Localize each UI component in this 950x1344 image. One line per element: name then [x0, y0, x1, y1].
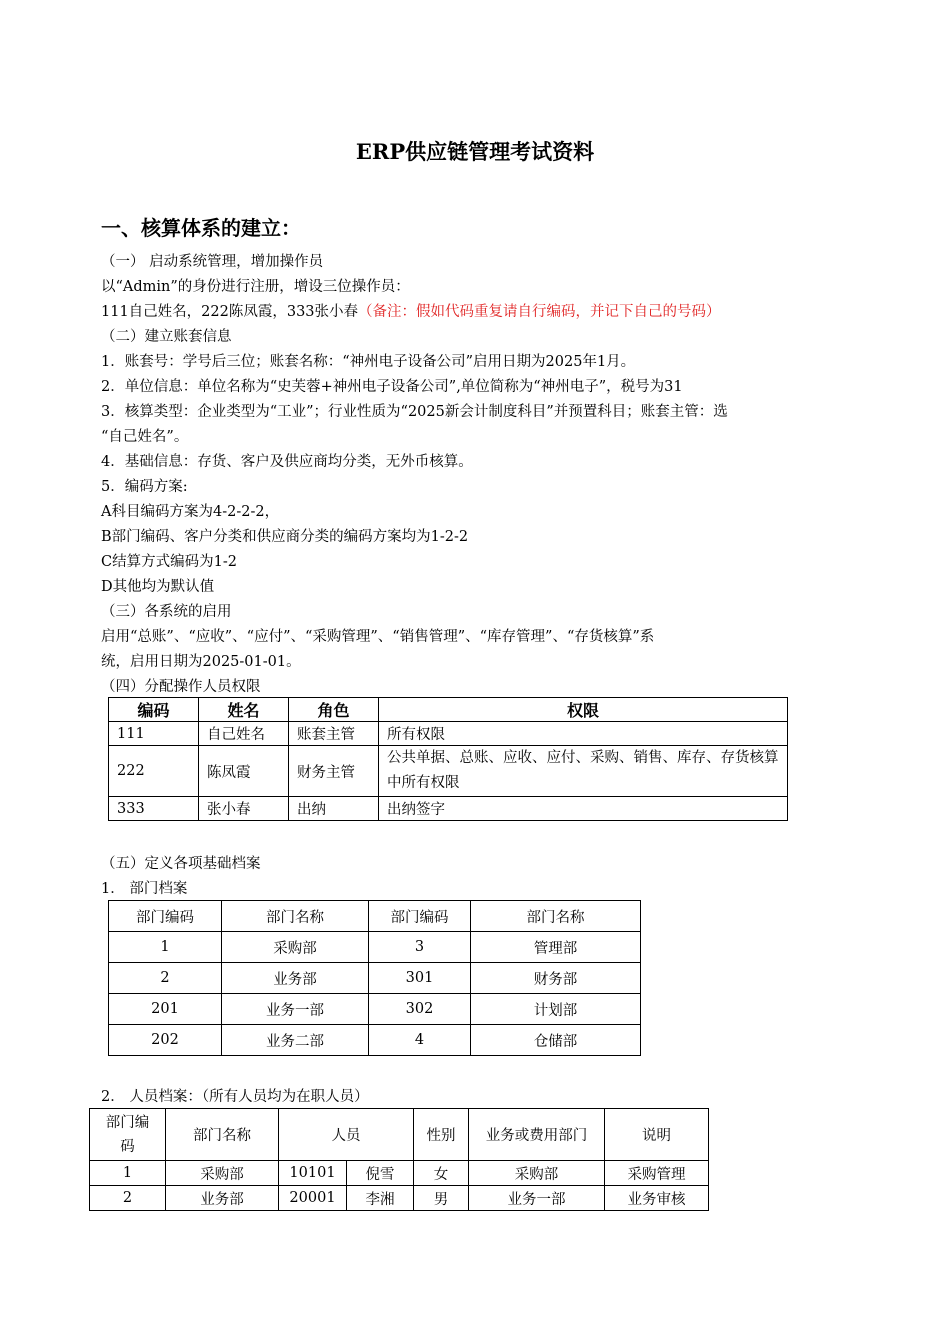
table-row: [109, 932, 641, 963]
header-dept-name: 部门名称: [471, 901, 641, 932]
header-business-dept: 业务或费用部门: [469, 1109, 605, 1161]
cell: 222: [109, 746, 199, 797]
cell: 2: [109, 963, 222, 994]
header-permission: 权限: [379, 698, 788, 722]
table-row: [109, 722, 788, 746]
header-dept-code: 部门编码: [369, 901, 471, 932]
operators-text: 111自己姓名，222陈凤霞，333张小春: [101, 304, 359, 320]
cell: 财务部: [471, 963, 641, 994]
item-basic-info: 4．基础信息：存货、客户及供应商均分类，无外币核算。: [101, 454, 473, 470]
cell: 计划部: [471, 994, 641, 1025]
paragraph-enable-cont: 统，启用日期为2025-01-01。: [101, 654, 301, 670]
cell: 张小春: [199, 797, 289, 821]
header-dept-name: 部门名称: [222, 901, 369, 932]
cell: 采购部: [469, 1161, 605, 1186]
cell: 业务审核: [605, 1186, 709, 1211]
cell: 账套主管: [289, 722, 379, 746]
cell: 出纳签字: [379, 797, 788, 821]
scheme-d: D其他均为默认值: [101, 579, 215, 595]
subsection-4: （四）分配操作人员权限: [101, 679, 261, 695]
cell: 陈凤霞: [199, 746, 289, 797]
paragraph-operators: [101, 302, 721, 322]
header-dept-code: 部门编码: [90, 1109, 166, 1161]
table-header-row: [109, 698, 788, 722]
cell: 业务一部: [469, 1186, 605, 1211]
staff-archive-label: 2． 人员档案：（所有人员均为在职人员）: [101, 1089, 369, 1105]
table-row: [109, 797, 788, 821]
paragraph-enable: 启用“总账”、“应收”、“应付”、“采购管理”、“销售管理”、“库存管理”、“存货核算”系: [101, 629, 655, 645]
cell: 2: [90, 1186, 166, 1211]
item-company-info: 2．单位信息：单位名称为“史芙蓉+神州电子设备公司”,单位简称为“神州电子”，税号为31: [101, 379, 683, 395]
table-row: [90, 1161, 709, 1186]
header-code: 编码: [109, 698, 199, 722]
cell: 出纳: [289, 797, 379, 821]
cell: 1: [90, 1161, 166, 1186]
item-account-set: 1．账套号：学号后三位；账套名称：“神州电子设备公司”启用日期为2025年1月。: [101, 354, 636, 370]
cell: 业务部: [166, 1186, 279, 1211]
cell: 10101: [279, 1161, 347, 1186]
cell: 302: [369, 994, 471, 1025]
section-heading-1: 一、核算体系的建立：: [101, 216, 301, 240]
cell: 管理部: [471, 932, 641, 963]
cell: 3: [369, 932, 471, 963]
paragraph-admin: 以“Admin”的身份进行注册，增设三位操作员：: [101, 279, 410, 295]
cell: 采购管理: [605, 1161, 709, 1186]
cell: 201: [109, 994, 222, 1025]
header-dept-name: 部门名称: [166, 1109, 279, 1161]
cell: 采购部: [222, 932, 369, 963]
cell: 业务部: [222, 963, 369, 994]
table-row: [109, 963, 641, 994]
table-row: [109, 994, 641, 1025]
cell: 自己姓名: [199, 722, 289, 746]
cell: 业务一部: [222, 994, 369, 1025]
cell: 20001: [279, 1186, 347, 1211]
cell: 业务二部: [222, 1025, 369, 1056]
subsection-5: （五）定义各项基础档案: [101, 856, 261, 872]
item-accounting-type: 3．核算类型：企业类型为“工业”；行业性质为“2025新会计制度科目”并预置科目；账套主管：选: [101, 404, 728, 420]
header-description: 说明: [605, 1109, 709, 1161]
cell: 财务主管: [289, 746, 379, 797]
cell: 202: [109, 1025, 222, 1056]
dept-archive-label: 1． 部门档案: [101, 881, 188, 897]
cell: 111: [109, 722, 199, 746]
header-gender: 性别: [414, 1109, 469, 1161]
document-title: ERP供应链管理考试资料: [355, 139, 595, 164]
scheme-b: B部门编码、客户分类和供应商分类的编码方案均为1-2-2: [101, 529, 469, 545]
cell: 所有权限: [379, 722, 788, 746]
scheme-c: C结算方式编码为1-2: [101, 554, 237, 570]
subsection-2: （二）建立账套信息: [101, 329, 232, 345]
department-table: [108, 900, 641, 1056]
cell: 333: [109, 797, 199, 821]
cell: 公共单据、总账、应收、应付、采购、销售、库存、存货核算中所有权限: [379, 746, 788, 797]
table-row: [109, 1025, 641, 1056]
cell: 301: [369, 963, 471, 994]
item-coding-scheme: 5．编码方案:: [101, 479, 188, 495]
table-header-row: [109, 901, 641, 932]
item-accounting-type-cont: “自己姓名”。: [101, 429, 189, 445]
cell: 李湘: [347, 1186, 414, 1211]
cell: 女: [414, 1161, 469, 1186]
operators-note: （备注：假如代码重复请自行编码，并记下自己的号码）: [358, 304, 721, 320]
subsection-1: （一） 启动系统管理，增加操作员: [101, 254, 324, 270]
header-dept-code: 部门编码: [109, 901, 222, 932]
table-row: [90, 1186, 709, 1211]
table-header-row: [90, 1109, 709, 1161]
subsection-3: （三）各系统的启用: [101, 604, 232, 620]
permission-table: [108, 697, 788, 821]
cell: 倪雪: [347, 1161, 414, 1186]
header-name: 姓名: [199, 698, 289, 722]
staff-table: [89, 1108, 709, 1211]
header-staff: 人员: [279, 1109, 414, 1161]
cell: 仓储部: [471, 1025, 641, 1056]
header-role: 角色: [289, 698, 379, 722]
cell: 采购部: [166, 1161, 279, 1186]
cell: 4: [369, 1025, 471, 1056]
scheme-a: A科目编码方案为4-2-2-2，: [101, 504, 280, 520]
table-row: [109, 746, 788, 797]
cell: 男: [414, 1186, 469, 1211]
cell: 1: [109, 932, 222, 963]
